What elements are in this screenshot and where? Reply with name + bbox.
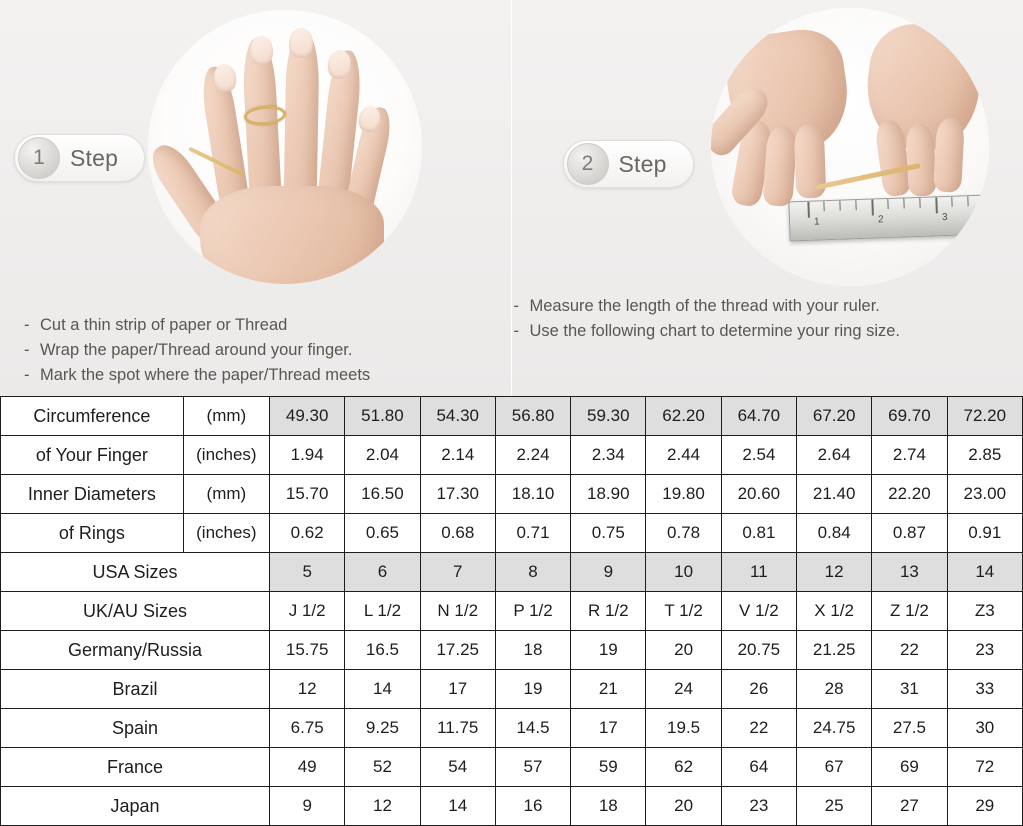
cell: 20 [646, 631, 721, 670]
cell: 17.30 [420, 475, 495, 514]
cell: 69.70 [872, 397, 947, 436]
step-1-instruction-3: - Mark the spot where the paper/Thread meets [24, 366, 371, 384]
cell: 14.5 [495, 709, 570, 748]
cell: 15.75 [270, 631, 345, 670]
cell: 69 [872, 748, 947, 787]
step-2-label: Step [618, 150, 667, 177]
cell: 49.30 [270, 397, 345, 436]
cell: Z 1/2 [872, 592, 947, 631]
cell: 20.75 [721, 631, 796, 670]
cell: 17 [571, 709, 646, 748]
cell: 0.68 [420, 514, 495, 553]
table-row [1, 631, 1023, 670]
table-row [1, 475, 1023, 514]
step-1-label: Step [70, 144, 119, 171]
cell: 13 [872, 553, 947, 592]
cell: 18.90 [571, 475, 646, 514]
cell: 2.14 [420, 436, 495, 475]
cell: 0.71 [495, 514, 570, 553]
cell: 14 [420, 787, 495, 826]
step-1-photo [148, 10, 422, 284]
step-1-instruction-1: - Cut a thin strip of paper or Thread [24, 316, 288, 334]
cell: 23 [947, 631, 1022, 670]
cell: N 1/2 [420, 592, 495, 631]
hand-with-thread-image [148, 10, 422, 284]
cell: 56.80 [495, 397, 570, 436]
step-1-number: 1 [18, 137, 60, 179]
cell: 18 [495, 631, 570, 670]
cell: 72.20 [947, 397, 1022, 436]
cell: 21.40 [797, 475, 872, 514]
row-label-circumference-2: of Your Finger [1, 436, 184, 475]
hand-measuring-thread-image [711, 8, 989, 286]
cell: 22 [721, 709, 796, 748]
cell: 0.75 [571, 514, 646, 553]
step-2-instruction-1: - Measure the length of the thread with your ruler. [513, 297, 880, 315]
cell: 21 [571, 670, 646, 709]
row-label-france: France [1, 748, 270, 787]
cell: 24.75 [797, 709, 872, 748]
cell: 2.24 [495, 436, 570, 475]
cell: 0.65 [345, 514, 420, 553]
unit-mm: (mm) [183, 397, 269, 436]
row-label-diameter-1: Inner Diameters [1, 475, 184, 514]
cell: L 1/2 [345, 592, 420, 631]
cell: 21.25 [797, 631, 872, 670]
unit-mm: (mm) [183, 475, 269, 514]
cell: 29 [947, 787, 1022, 826]
step-2-instruction-2: - Use the following chart to determine your ring size. [513, 322, 901, 340]
cell: X 1/2 [797, 592, 872, 631]
cell: 27.5 [872, 709, 947, 748]
cell: T 1/2 [646, 592, 721, 631]
step-2-instructions [514, 294, 901, 344]
cell: R 1/2 [571, 592, 646, 631]
cell: 57 [495, 748, 570, 787]
cell: 54.30 [420, 397, 495, 436]
cell: 17 [420, 670, 495, 709]
table-row [1, 553, 1023, 592]
table-row [1, 787, 1023, 826]
ruler-number-2: 2 [877, 214, 884, 226]
cell: 0.91 [947, 514, 1022, 553]
ruler-number-3: 3 [941, 211, 948, 224]
cell: 28 [797, 670, 872, 709]
cell: 8 [495, 553, 570, 592]
cell: 19.5 [646, 709, 721, 748]
cell: V 1/2 [721, 592, 796, 631]
cell: 0.81 [721, 514, 796, 553]
cell: 19 [495, 670, 570, 709]
row-label-germany-russia: Germany/Russia [1, 631, 270, 670]
cell: 10 [646, 553, 721, 592]
cell: 16.50 [345, 475, 420, 514]
cell: 19.80 [646, 475, 721, 514]
row-label-uk-au-sizes: UK/AU Sizes [1, 592, 270, 631]
table-row [1, 709, 1023, 748]
cell: P 1/2 [495, 592, 570, 631]
cell: 26 [721, 670, 796, 709]
step-1-pane [0, 0, 511, 396]
cell: 9 [270, 787, 345, 826]
cell: 6 [345, 553, 420, 592]
cell: 12 [797, 553, 872, 592]
cell: 16 [495, 787, 570, 826]
cell: 16.5 [345, 631, 420, 670]
cell: 18.10 [495, 475, 570, 514]
table-row [1, 436, 1023, 475]
unit-inches: (inches) [183, 514, 269, 553]
cell: 67 [797, 748, 872, 787]
cell: 6.75 [270, 709, 345, 748]
cell: 0.84 [797, 514, 872, 553]
cell: 2.44 [646, 436, 721, 475]
cell: 0.62 [270, 514, 345, 553]
cell: 0.78 [646, 514, 721, 553]
step-2-number: 2 [567, 143, 609, 185]
step-2-pane [511, 0, 1023, 396]
cell: 14 [345, 670, 420, 709]
cell: 54 [420, 748, 495, 787]
cell: 23.00 [947, 475, 1022, 514]
cell: 1.94 [270, 436, 345, 475]
row-label-spain: Spain [1, 709, 270, 748]
cell: 9 [571, 553, 646, 592]
cell: 2.85 [947, 436, 1022, 475]
cell: 59 [571, 748, 646, 787]
cell: J 1/2 [270, 592, 345, 631]
cell: 2.54 [721, 436, 796, 475]
cell: 19 [571, 631, 646, 670]
ring-size-table [0, 396, 1023, 826]
cell: 2.74 [872, 436, 947, 475]
cell: 62 [646, 748, 721, 787]
step-1-instruction-2: - Wrap the paper/Thread around your finger. [24, 341, 353, 359]
cell: 20 [646, 787, 721, 826]
cell: 11 [721, 553, 796, 592]
cell: Z3 [947, 592, 1022, 631]
cell: 62.20 [646, 397, 721, 436]
cell: 14 [947, 553, 1022, 592]
step-2-photo [711, 8, 989, 286]
ruler-number-1: 1 [813, 216, 820, 228]
cell: 64 [721, 748, 796, 787]
cell: 7 [420, 553, 495, 592]
table-row [1, 397, 1023, 436]
cell: 12 [270, 670, 345, 709]
cell: 52 [345, 748, 420, 787]
cell: 27 [872, 787, 947, 826]
cell: 18 [571, 787, 646, 826]
cell: 49 [270, 748, 345, 787]
cell: 30 [947, 709, 1022, 748]
cell: 15.70 [270, 475, 345, 514]
cell: 9.25 [345, 709, 420, 748]
table-row [1, 514, 1023, 553]
cell: 2.64 [797, 436, 872, 475]
cell: 23 [721, 787, 796, 826]
cell: 24 [646, 670, 721, 709]
row-label-usa-sizes: USA Sizes [1, 553, 270, 592]
row-label-brazil: Brazil [1, 670, 270, 709]
cell: 5 [270, 553, 345, 592]
cell: 33 [947, 670, 1022, 709]
cell: 12 [345, 787, 420, 826]
cell: 22 [872, 631, 947, 670]
cell: 20.60 [721, 475, 796, 514]
table-row [1, 592, 1023, 631]
row-label-circumference-1: Circumference [1, 397, 184, 436]
ruler [788, 195, 987, 242]
cell: 72 [947, 748, 1022, 787]
steps-section [0, 0, 1023, 396]
cell: 17.25 [420, 631, 495, 670]
cell: 64.70 [721, 397, 796, 436]
cell: 11.75 [420, 709, 495, 748]
cell: 0.87 [872, 514, 947, 553]
row-label-diameter-2: of Rings [1, 514, 184, 553]
row-label-japan: Japan [1, 787, 270, 826]
step-1-instructions [24, 313, 370, 388]
cell: 2.04 [345, 436, 420, 475]
table-row [1, 670, 1023, 709]
cell: 2.34 [571, 436, 646, 475]
table-row [1, 748, 1023, 787]
cell: 22.20 [872, 475, 947, 514]
step-2-badge [563, 140, 694, 188]
cell: 31 [872, 670, 947, 709]
cell: 51.80 [345, 397, 420, 436]
step-1-badge [14, 134, 145, 182]
cell: 67.20 [797, 397, 872, 436]
unit-inches: (inches) [183, 436, 269, 475]
cell: 25 [797, 787, 872, 826]
cell: 59.30 [571, 397, 646, 436]
